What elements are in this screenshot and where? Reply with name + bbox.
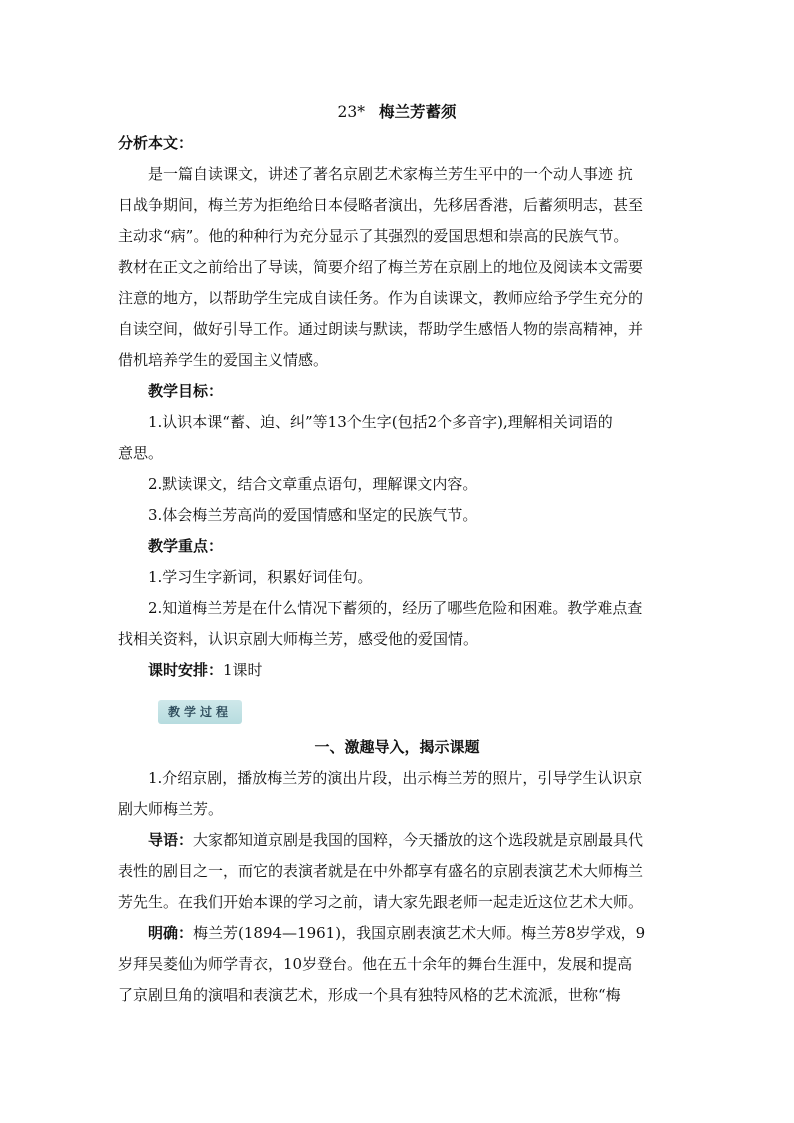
- lesson-title: [0, 100, 794, 124]
- analysis-line: 自读空间，做好引导工作。通过朗读与默读，帮助学生感悟人物的崇高精神，并: [118, 320, 644, 338]
- analysis-line: 注意的地方，以帮助学生完成自读任务。作为自读课文，教师应给予学生充分的: [118, 289, 644, 307]
- goal-item-2: 2.默读课文，结合文章重点语句，理解课文内容。: [148, 475, 478, 493]
- key-point-item-1: 1.学习生字新词，积累好词佳句。: [148, 568, 373, 586]
- schedule-label: 课时安排：: [148, 661, 224, 679]
- clarify-label: 明确：: [148, 924, 194, 942]
- key-point-item-2: 2.知道梅兰芳是在什么情况下蓄须的，经历了哪些危险和困难。教学难点查: [148, 599, 643, 617]
- intro-text: 大家都知道京剧是我国的国粹，今天播放的这个选段就是京剧最具代: [193, 831, 644, 849]
- goals-heading: 教学目标：: [148, 382, 224, 400]
- key-point-item-2-cont: 找相关资料，认识京剧大师梅兰芳，感受他的爱国情。: [118, 630, 479, 648]
- analysis-line: 日战争期间，梅兰芳为拒绝给日本侵略者演出，先移居香港，后蓄须明志，甚至: [118, 196, 644, 214]
- analysis-line: 主动求“病”。他的种种行为充分显示了其强烈的爱国思想和崇高的民族气节。: [118, 227, 629, 245]
- goal-item-1-cont: 意思。: [118, 444, 164, 462]
- lesson-number: 23*: [337, 103, 365, 121]
- clarify-text-cont: 岁拜吴菱仙为师学青衣，10岁登台。他在五十余年的舞台生涯中，发展和提高: [118, 955, 633, 973]
- intro-text-cont: 表性的剧目之一，而它的表演者就是在中外都享有盛名的京剧表演艺术大师梅兰: [118, 862, 644, 880]
- goals-section: [118, 376, 678, 531]
- clarify-text-cont: 了京剧旦角的演唱和表演艺术，形成一个具有独特风格的艺术流派，世称“梅: [118, 986, 621, 1004]
- analysis-section: [118, 128, 678, 376]
- clarify-text: 梅兰芳(1894—1961)，我国京剧表演艺术大师。梅兰芳8岁学戏，9: [193, 924, 646, 942]
- step-1-cont: 剧大师梅兰芳。: [118, 800, 224, 818]
- analysis-heading: 分析本文：: [118, 134, 194, 152]
- analysis-line: 是一篇自读课文，讲述了著名京剧艺术家梅兰芳生平中的一个动人事迹 抗: [148, 165, 633, 183]
- section-1-body: [118, 763, 678, 1011]
- schedule-value: 1课时: [223, 661, 263, 679]
- teaching-process-badge: 教学过程: [158, 700, 242, 724]
- key-points-section: [118, 531, 678, 655]
- intro-text-cont: 芳先生。在我们开始本课的学习之前，请大家先跟老师一起走近这位艺术大师。: [118, 893, 644, 911]
- goal-item-3: 3.体会梅兰芳高尚的爱国情感和坚定的民族气节。: [148, 506, 478, 524]
- analysis-line: 借机培养学生的爱国主义情感。: [118, 351, 329, 369]
- schedule-section: [118, 655, 678, 686]
- intro-label: 导语：: [148, 831, 194, 849]
- key-points-heading: 教学重点：: [148, 537, 224, 555]
- section-1-heading: 一、激趣导入，揭示课题: [314, 738, 480, 756]
- goal-item-1: 1.认识本课“蓄、迫、纠”等13个生字(包括2个多音字),理解相关词语的: [148, 413, 613, 431]
- analysis-line: 教材在正文之前给出了导读，简要介绍了梅兰芳在京剧上的地位及阅读本文需要: [118, 258, 644, 276]
- lesson-title-text: 梅兰芳蓄须: [378, 102, 457, 121]
- step-1: 1.介绍京剧，播放梅兰芳的演出片段，出示梅兰芳的照片，引导学生认识京: [148, 769, 643, 787]
